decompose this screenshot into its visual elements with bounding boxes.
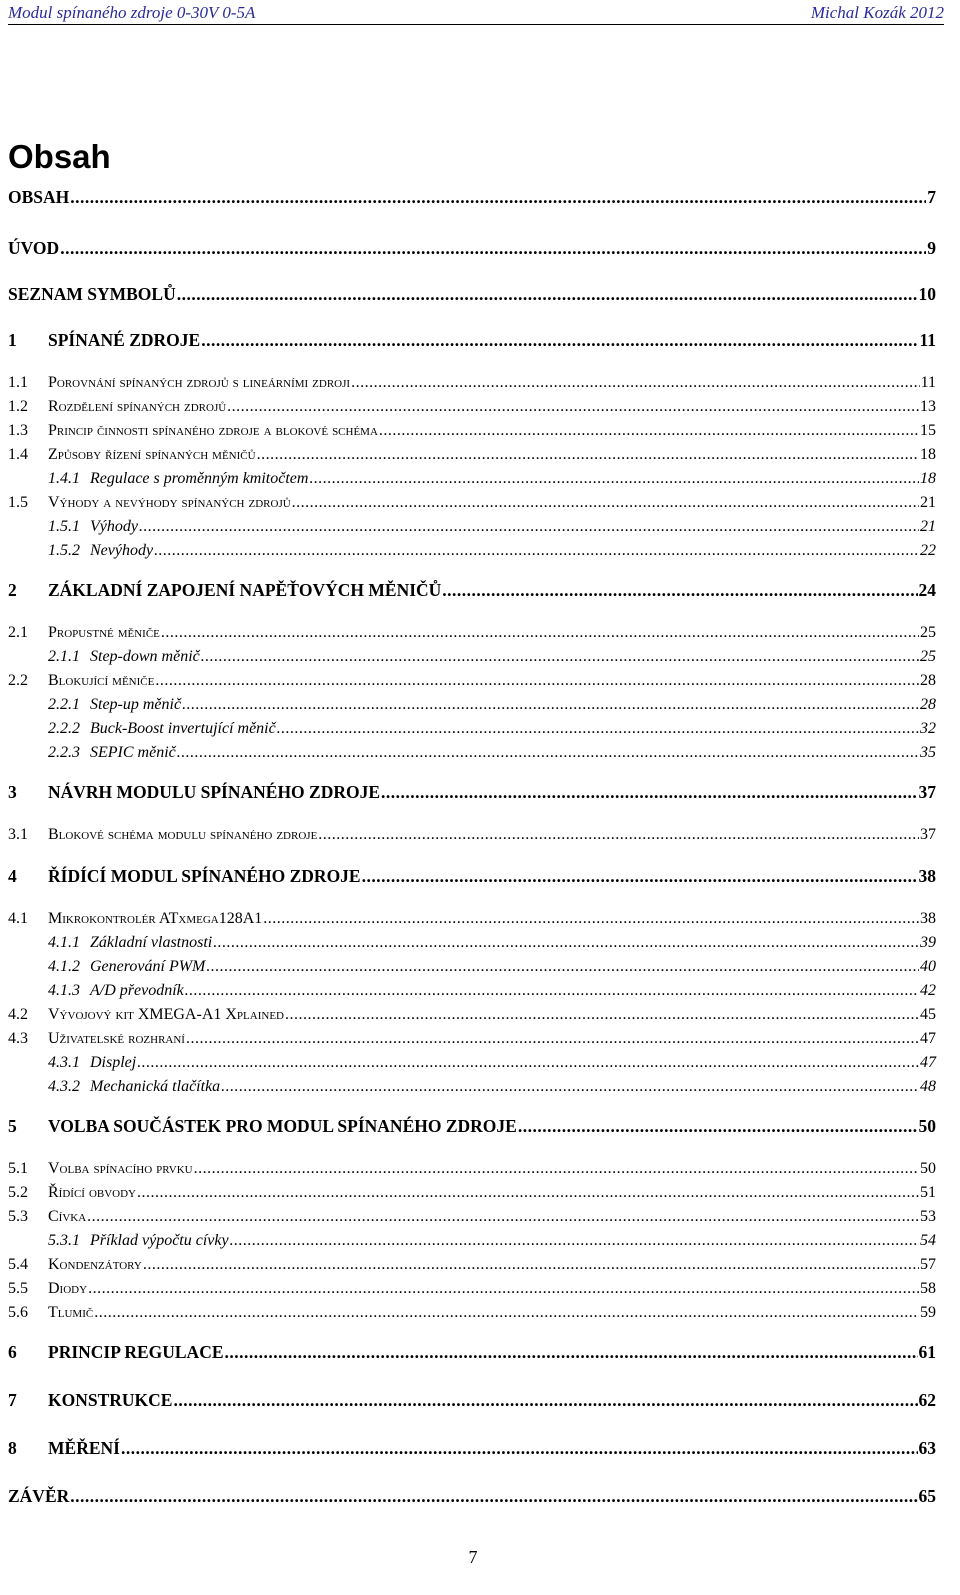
toc-entry-page: 10 <box>918 284 936 304</box>
toc-dot-leader <box>257 446 919 464</box>
toc-entry-page: 39 <box>920 934 936 951</box>
toc-entry[interactable] <box>8 958 936 980</box>
toc-dot-leader <box>70 187 926 208</box>
toc-entry-number: 4.1.1 <box>48 934 80 951</box>
toc-dot-leader <box>230 1232 919 1250</box>
toc-entry-label: Blokové schéma modulu spínaného zdroje <box>48 826 318 843</box>
toc-entry-label: Základní vlastnosti <box>90 934 213 951</box>
toc-entry-label: Displej <box>90 1054 137 1071</box>
toc-dot-leader <box>182 696 919 714</box>
toc-entry[interactable] <box>8 1256 936 1278</box>
toc-entry-page: 51 <box>920 1184 936 1201</box>
toc-dot-leader <box>201 330 918 351</box>
toc-entry-number: 5.3 <box>8 1208 28 1225</box>
toc-entry-label: Propustné měniče <box>48 624 160 641</box>
toc-entry-page: 47 <box>920 1030 936 1047</box>
toc-entry-label: ÚVOD <box>8 238 60 258</box>
toc-entry-number: 4 <box>8 866 17 886</box>
toc-entry[interactable] <box>8 1342 936 1364</box>
toc-entry-number: 4.1.3 <box>48 982 80 999</box>
toc-dot-leader <box>186 1030 919 1048</box>
toc-entry-label: Způsoby řízení spínaných měničů <box>48 446 256 463</box>
toc-entry-number: 2 <box>8 580 17 600</box>
toc-entry-number: 1.1 <box>8 374 28 391</box>
toc-entry-page: 62 <box>918 1390 936 1410</box>
toc-entry-label: MĚŘENÍ <box>48 1438 120 1458</box>
toc-entry-page: 18 <box>920 446 936 463</box>
toc-entry-label: Regulace s proměnným kmitočtem <box>90 470 309 487</box>
toc-entry-number: 2.2.3 <box>48 744 80 761</box>
toc-dot-leader <box>155 672 919 690</box>
toc-entry[interactable] <box>8 187 936 209</box>
toc-entry[interactable] <box>8 744 936 766</box>
toc-entry[interactable] <box>8 782 936 804</box>
toc-dot-leader <box>285 1006 919 1024</box>
toc-entry[interactable] <box>8 1486 936 1508</box>
toc-entry-number: 1.4 <box>8 446 28 463</box>
toc-entry-label: A/D převodník <box>90 982 184 999</box>
toc-entry-page: 47 <box>920 1054 936 1071</box>
toc-entry-page: 21 <box>920 518 936 535</box>
toc-entry-page: 28 <box>920 696 936 713</box>
toc-dot-leader <box>60 238 926 259</box>
toc-entry-label: ZÁKLADNÍ ZAPOJENÍ NAPĚŤOVÝCH MĚNIČŮ <box>48 580 442 600</box>
toc-entry-number: 6 <box>8 1342 17 1362</box>
toc-dot-leader <box>177 744 919 762</box>
toc-entry[interactable] <box>8 672 936 694</box>
toc-entry-label: Nevýhody <box>90 542 154 559</box>
toc-entry-label: VOLBA SOUČÁSTEK PRO MODUL SPÍNANÉHO ZDROJE <box>48 1116 517 1136</box>
toc-entry[interactable] <box>8 1054 936 1076</box>
toc-entry-label: SEPIC měnič <box>90 744 176 761</box>
table-of-contents <box>8 0 936 1595</box>
toc-entry-label: KONSTRUKCE <box>48 1390 173 1410</box>
toc-entry-page: 28 <box>920 672 936 689</box>
toc-entry-label: Výhody a nevýhody spínaných zdrojů <box>48 494 291 511</box>
toc-entry-number: 4.2 <box>8 1006 28 1023</box>
toc-entry[interactable] <box>8 470 936 492</box>
toc-dot-leader <box>292 494 919 512</box>
toc-entry[interactable] <box>8 826 936 848</box>
toc-entry-page: 25 <box>920 624 936 641</box>
toc-entry[interactable] <box>8 1304 936 1326</box>
toc-entry-number: 2.1.1 <box>48 648 80 665</box>
toc-entry-number: 2.2.2 <box>48 720 80 737</box>
toc-entry-label: Mikrokontrolér ATxmega128A1 <box>48 910 263 927</box>
toc-dot-leader <box>143 1256 919 1274</box>
toc-entry-number: 7 <box>8 1390 17 1410</box>
toc-entry-page: 50 <box>920 1160 936 1177</box>
toc-entry[interactable] <box>8 910 936 932</box>
toc-dot-leader <box>173 1390 917 1411</box>
toc-entry-page: 24 <box>918 580 936 600</box>
toc-entry[interactable] <box>8 1006 936 1028</box>
page-title: Obsah <box>8 138 111 175</box>
toc-dot-leader <box>221 1078 919 1096</box>
toc-entry-page: 53 <box>920 1208 936 1225</box>
toc-entry[interactable] <box>8 648 936 670</box>
toc-entry[interactable] <box>8 1438 936 1460</box>
toc-dot-leader <box>177 284 918 305</box>
toc-entry[interactable] <box>8 1078 936 1100</box>
toc-entry-page: 61 <box>918 1342 936 1362</box>
toc-entry-number: 1.5.2 <box>48 542 80 559</box>
toc-entry-label: Cívka <box>48 1208 87 1225</box>
toc-entry[interactable] <box>8 1208 936 1230</box>
toc-entry-label: Rozdělení spínaných zdrojů <box>48 398 227 415</box>
toc-entry-label: Kondenzátory <box>48 1256 142 1273</box>
toc-entry-number: 3 <box>8 782 17 802</box>
toc-entry-number: 4.3.2 <box>48 1078 80 1095</box>
toc-entry-page: 9 <box>927 238 936 258</box>
toc-entry-number: 2.2.1 <box>48 696 80 713</box>
toc-dot-leader <box>277 720 919 738</box>
toc-entry-label: Generování PWM <box>90 958 206 975</box>
toc-entry-label: Step-up měnič <box>90 696 182 713</box>
toc-entry-page: 40 <box>920 958 936 975</box>
toc-entry-label: ZÁVĚR <box>8 1486 70 1506</box>
toc-dot-leader <box>379 422 919 440</box>
toc-entry-label: Uživatelské rozhraní <box>48 1030 185 1047</box>
toc-entry[interactable] <box>8 720 936 742</box>
page-number: 7 <box>468 1547 478 1567</box>
toc-dot-leader <box>362 866 918 887</box>
toc-entry-label: Volba spínacího prvku <box>48 1160 193 1177</box>
toc-dot-leader <box>194 1160 919 1178</box>
toc-entry[interactable] <box>8 580 936 602</box>
toc-entry-label: Porovnání spínaných zdrojů s lineárními zdroji <box>48 374 351 391</box>
toc-entry-number: 1.5.1 <box>48 518 80 535</box>
toc-entry-number: 1.3 <box>8 422 28 439</box>
toc-entry-label: Buck-Boost invertující měnič <box>90 720 276 737</box>
toc-entry-number: 4.1 <box>8 910 28 927</box>
toc-entry-label: Vývojový kit XMEGA-A1 Xplained <box>48 1006 284 1023</box>
toc-entry-number: 5 <box>8 1116 17 1136</box>
toc-entry-label: ŘÍDÍCÍ MODUL SPÍNANÉHO ZDROJE <box>48 866 361 886</box>
toc-entry[interactable] <box>8 1232 936 1254</box>
toc-entry-page: 59 <box>920 1304 936 1321</box>
toc-entry[interactable] <box>8 982 936 1004</box>
toc-entry-page: 7 <box>927 187 936 207</box>
header-author-year: Michal Kozák 2012 <box>810 3 944 22</box>
toc-entry-number: 8 <box>8 1438 17 1458</box>
toc-entry-page: 11 <box>920 374 936 391</box>
toc-dot-leader <box>225 1342 918 1363</box>
toc-entry-number: 5.1 <box>8 1160 28 1177</box>
toc-entry-number: 5.6 <box>8 1304 28 1321</box>
toc-dot-leader <box>121 1438 918 1459</box>
toc-dot-leader <box>201 648 919 666</box>
toc-entry[interactable] <box>8 1030 936 1052</box>
toc-entry-number: 1.5 <box>8 494 28 511</box>
toc-entry-page: 50 <box>918 1116 936 1136</box>
toc-entry[interactable] <box>8 374 936 396</box>
toc-dot-leader <box>381 782 917 803</box>
toc-dot-leader <box>227 398 919 416</box>
toc-entry[interactable] <box>8 696 936 718</box>
toc-entry[interactable] <box>8 1184 936 1206</box>
toc-entry[interactable] <box>8 542 936 564</box>
toc-dot-leader <box>351 374 920 392</box>
toc-dot-leader <box>263 910 919 928</box>
toc-entry-page: 63 <box>918 1438 936 1458</box>
toc-dot-leader <box>139 518 919 536</box>
toc-entry[interactable] <box>8 1280 936 1302</box>
toc-dot-leader <box>161 624 919 642</box>
toc-entry-page: 25 <box>920 648 936 665</box>
toc-entry-page: 38 <box>920 910 936 927</box>
toc-entry[interactable] <box>8 398 936 420</box>
toc-entry[interactable] <box>8 446 936 468</box>
toc-entry-label: Diody <box>48 1280 88 1297</box>
toc-entry-page: 38 <box>918 866 936 886</box>
toc-entry-label: PRINCIP REGULACE <box>48 1342 224 1362</box>
toc-entry-page: 42 <box>920 982 936 999</box>
toc-entry[interactable] <box>8 866 936 888</box>
toc-dot-leader <box>87 1208 919 1226</box>
toc-entry-page: 21 <box>920 494 936 511</box>
toc-entry[interactable] <box>8 1116 936 1138</box>
toc-entry-page: 37 <box>920 826 936 843</box>
toc-entry-number: 3.1 <box>8 826 28 843</box>
toc-entry-page: 35 <box>920 744 936 761</box>
toc-entry-page: 32 <box>920 720 936 737</box>
toc-dot-leader <box>137 1184 919 1202</box>
toc-entry[interactable] <box>8 624 936 646</box>
toc-entry-number: 5.4 <box>8 1256 28 1273</box>
toc-entry-number: 5.5 <box>8 1280 28 1297</box>
toc-entry-number: 4.3.1 <box>48 1054 80 1071</box>
toc-entry-number: 2.1 <box>8 624 28 641</box>
toc-dot-leader <box>70 1486 917 1507</box>
toc-dot-leader <box>442 580 917 601</box>
toc-entry-number: 5.3.1 <box>48 1232 80 1249</box>
toc-dot-leader <box>154 542 919 560</box>
toc-entry-number: 1.2 <box>8 398 28 415</box>
toc-entry-page: 45 <box>920 1006 936 1023</box>
toc-entry-page: 48 <box>920 1078 936 1095</box>
toc-dot-leader <box>185 982 919 1000</box>
toc-entry[interactable] <box>8 1160 936 1182</box>
toc-entry-label: OBSAH <box>8 187 70 207</box>
toc-dot-leader <box>206 958 919 976</box>
toc-entry-label: Tlumič <box>48 1304 94 1321</box>
toc-entry-number: 4.1.2 <box>48 958 80 975</box>
toc-entry[interactable] <box>8 518 936 540</box>
toc-dot-leader <box>213 934 919 952</box>
toc-entry-label: Výhody <box>90 518 138 535</box>
toc-entry-number: 2.2 <box>8 672 28 689</box>
toc-entry[interactable] <box>8 934 936 956</box>
toc-dot-leader <box>518 1116 918 1137</box>
toc-dot-leader <box>94 1304 919 1322</box>
toc-entry-number: 4.3 <box>8 1030 28 1047</box>
header-document-title: Modul spínaného zdroje 0-30V 0-5A <box>8 3 256 22</box>
toc-entry[interactable] <box>8 1390 936 1412</box>
toc-entry-page: 54 <box>920 1232 936 1249</box>
toc-entry-page: 65 <box>918 1486 936 1506</box>
toc-entry-label: Řídící obvody <box>48 1184 136 1201</box>
toc-entry[interactable] <box>8 330 936 352</box>
toc-entry-page: 13 <box>920 398 936 415</box>
toc-entry-number: 5.2 <box>8 1184 28 1201</box>
toc-entry-label: Příklad výpočtu cívky <box>90 1232 229 1249</box>
toc-entry-label: Step-down měnič <box>90 648 200 665</box>
toc-entry-page: 57 <box>920 1256 936 1273</box>
toc-dot-leader <box>309 470 919 488</box>
toc-entry-label: Princip činnosti spínaného zdroje a blokové schéma <box>48 422 378 439</box>
toc-entry-label: Mechanická tlačítka <box>90 1078 221 1095</box>
toc-entry-page: 58 <box>920 1280 936 1297</box>
toc-entry-label: NÁVRH MODULU SPÍNANÉHO ZDROJE <box>48 782 381 802</box>
toc-entry-page: 15 <box>920 422 936 439</box>
toc-entry-number: 1.4.1 <box>48 470 80 487</box>
toc-entry[interactable] <box>8 422 936 444</box>
toc-entry-page: 18 <box>920 470 936 487</box>
toc-dot-leader <box>88 1280 919 1298</box>
toc-entry[interactable] <box>8 494 936 516</box>
toc-entry[interactable] <box>8 284 936 306</box>
toc-entry-page: 22 <box>920 542 936 559</box>
toc-entry-page: 11 <box>919 330 936 350</box>
toc-entry[interactable] <box>8 238 936 260</box>
toc-entry-label: SPÍNANÉ ZDROJE <box>48 330 201 350</box>
toc-entry-label: SEZNAM SYMBOLŮ <box>8 284 176 304</box>
toc-entry-page: 37 <box>918 782 936 802</box>
toc-entry-label: Blokující měniče <box>48 672 155 689</box>
toc-dot-leader <box>137 1054 919 1072</box>
toc-dot-leader <box>318 826 919 844</box>
toc-entry-number: 1 <box>8 330 17 350</box>
